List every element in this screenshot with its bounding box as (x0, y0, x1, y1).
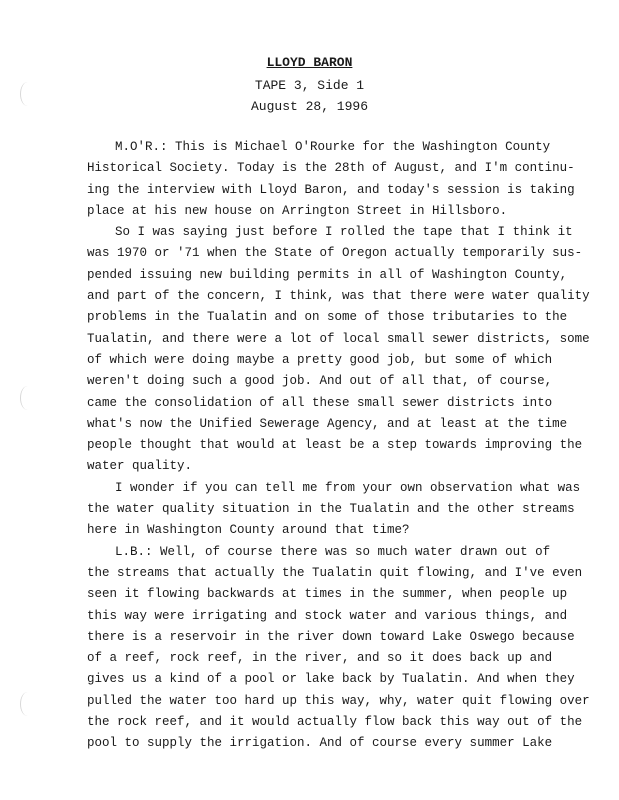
text-line: there is a reservoir in the river down toward Lake Oswego because (87, 629, 575, 644)
text-line: the rock reef, and it would actually flow back this way out of the (87, 715, 583, 730)
text-line: was 1970 or '71 when the State of Oregon actually temporarily sus- (87, 246, 583, 261)
transcript-paragraph (87, 137, 575, 222)
text-line: here in Washington County around that time? (87, 523, 410, 538)
tape-label: TAPE 3, Side 1 (254, 78, 365, 93)
text-line: problems in the Tualatin and on some of those tributaries to the (87, 310, 568, 325)
transcript-paragraph (87, 542, 590, 755)
text-line: what's now the Unified Sewerage Agency, and at least at the time (87, 416, 568, 431)
text-line: pool to supply the irrigation. And of course every summer Lake (87, 736, 553, 751)
text-line: Tualatin, and there were a lot of local small sewer districts, some (87, 331, 590, 346)
text-line: pended issuing new building permits in all of Washington County, (87, 267, 568, 282)
text-line: this way were irrigating and stock water and various things, and (87, 608, 568, 623)
interviewee-name: LLOYD BARON (266, 55, 353, 70)
punch-hole-mark (20, 692, 35, 716)
punch-hole-mark (20, 386, 35, 410)
text-line: L.B.: Well, of course there was so much water drawn out of (115, 544, 551, 559)
text-line: gives us a kind of a pool or lake back by Tualatin. And when they (87, 672, 575, 687)
transcript-body (87, 137, 590, 755)
text-line: ing the interview with Lloyd Baron, and today's session is taking (87, 182, 575, 197)
text-line: Historical Society. Today is the 28th of August, and I'm continu- (87, 161, 575, 176)
text-line: the water quality situation in the Tualatin and the other streams (87, 502, 575, 517)
text-line: I wonder if you can tell me from your own observation what was (115, 480, 581, 495)
text-line: seen it flowing backwards at times in the summer, when people up (87, 587, 568, 602)
text-line: water quality. (87, 459, 193, 474)
text-line: and part of the concern, I think, was that there were water quality (87, 289, 590, 304)
text-line: the streams that actually the Tualatin quit flowing, and I've even (87, 565, 583, 580)
text-line: of which were doing maybe a pretty good job, but some of which (87, 352, 553, 367)
text-line: of a reef, rock reef, in the river, and so it does back up and (87, 651, 553, 666)
text-line: place at his new house on Arrington Street in Hillsboro. (87, 203, 508, 218)
text-line: M.O'R.: This is Michael O'Rourke for the Washington County (115, 140, 551, 154)
interview-date: August 28, 1996 (250, 99, 369, 114)
text-line: So I was saying just before I rolled the tape that I think it (115, 225, 573, 240)
text-line: people thought that would at least be a step towards improving the (87, 438, 583, 453)
transcript-paragraph (87, 222, 590, 478)
text-line: pulled the water too hard up this way, why, water quit flowing over (87, 693, 590, 708)
text-line: came the consolidation of all these small sewer districts into (87, 395, 553, 410)
text-line: weren't doing such a good job. And out of all that, of course, (87, 374, 553, 389)
transcript-paragraph (87, 478, 581, 542)
